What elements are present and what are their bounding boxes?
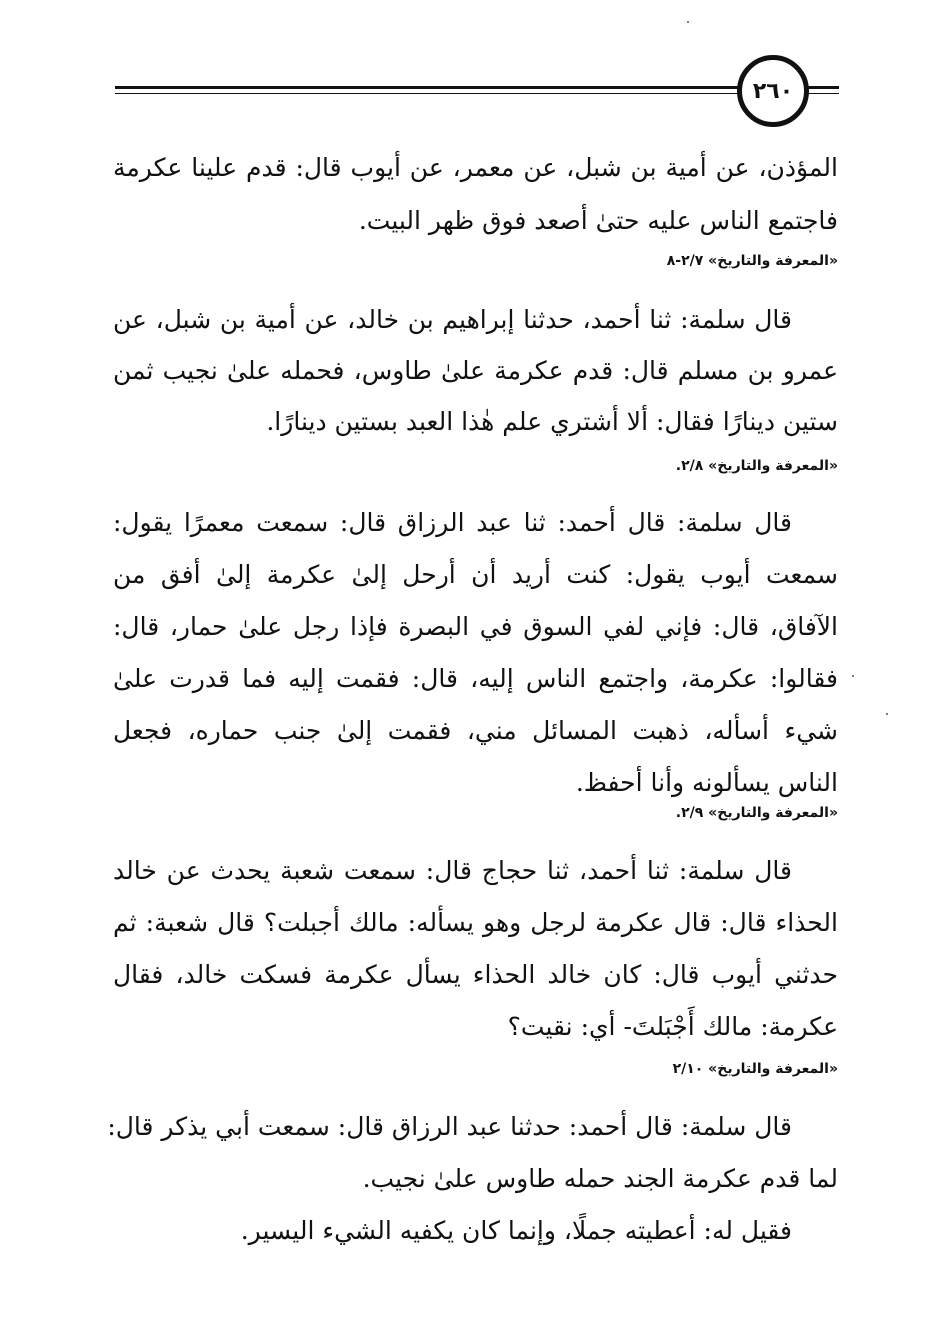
paragraph-2 [113,294,838,447]
text-line: قال سلمة: قال أحمد: حدثنا عبد الرزاق قال: سمعت أبي يذكر قال: [107,1112,792,1141]
text-line: حدثني أيوب قال: كان خالد الحذاء يسأل عكرمة فسكت خالد، فقال [113,960,838,989]
page-number: ٢٦٠ [737,55,809,127]
text-line: شيء أسأله، ذهبت المسائل مني، فقمت إلىٰ جنب حماره، فجعل [113,716,838,745]
text-line: المؤذن، عن أمية بن شبل، عن معمر، عن أيوب قال: قدم علينا عكرمة [113,153,838,182]
source-citation: «المعرفة والتاريخ» ٢/١٠ [672,1061,838,1077]
text-line: سمعت أيوب يقول: كنت أريد أن أرحل إلىٰ عكرمة إلىٰ أفق من [113,560,839,589]
source-citation: «المعرفة والتاريخ» ٢/٩. [675,805,838,821]
paragraph-3 [113,497,838,809]
source-citation: «المعرفة والتاريخ» ٢/٨. [675,458,838,474]
text-line: عمرو بن مسلم قال: قدم عكرمة علىٰ طاوس، فحمله علىٰ نجيب ثمن [113,356,838,385]
text-line: قال سلمة: ثنا أحمد، ثنا حجاج قال: سمعت شعبة يحدث عن خالد [113,856,792,885]
speck-mark [687,21,689,23]
text-line: فقيل له: أعطيته جملًا، وإنما كان يكفيه الشيء اليسير. [240,1216,792,1245]
text-line: الناس يسألونه وأنا أحفظ. [575,768,838,797]
speck-mark [852,675,854,677]
header-rule [115,86,839,89]
text-line: قال سلمة: ثنا أحمد، حدثنا إبراهيم بن خالد، عن أمية بن شبل، عن [113,305,792,334]
header-rule-thin [115,93,839,94]
speck-mark [886,713,888,715]
text-line: ستين دينارًا فقال: ألا أشتري علم هٰذا العبد بستين دينارًا. [266,407,838,436]
text-line: فاجتمع الناس عليه حتىٰ أصعد فوق ظهر البيت. [358,206,838,235]
paragraph-4 [113,845,838,1053]
paragraph-1 [113,141,838,247]
text-line: الآفاق، قال: فإني لفي السوق في البصرة فإذا رجل علىٰ حمار، قال: [113,612,838,641]
text-line: الحذاء قال: قال عكرمة لرجل وهو يسأله: مالك أجبلت؟ قال شعبة: ثم [113,908,838,937]
text-line: قال سلمة: قال أحمد: ثنا عبد الرزاق قال: سمعت معمرًا يقول: [113,508,792,537]
source-citation: «المعرفة والتاريخ» ٢/٧-٨ [666,253,838,269]
paragraph-5 [107,1101,838,1257]
text-line: لما قدم عكرمة الجند حمله طاوس علىٰ نجيب. [362,1164,838,1193]
text-line: فقالوا: عكرمة، واجتمع الناس إليه، قال: فقمت إليه فما قدرت علىٰ [113,664,838,693]
text-line: عكرمة: مالك أَجْبَلتَ- أي: نقيت؟ [507,1012,838,1041]
